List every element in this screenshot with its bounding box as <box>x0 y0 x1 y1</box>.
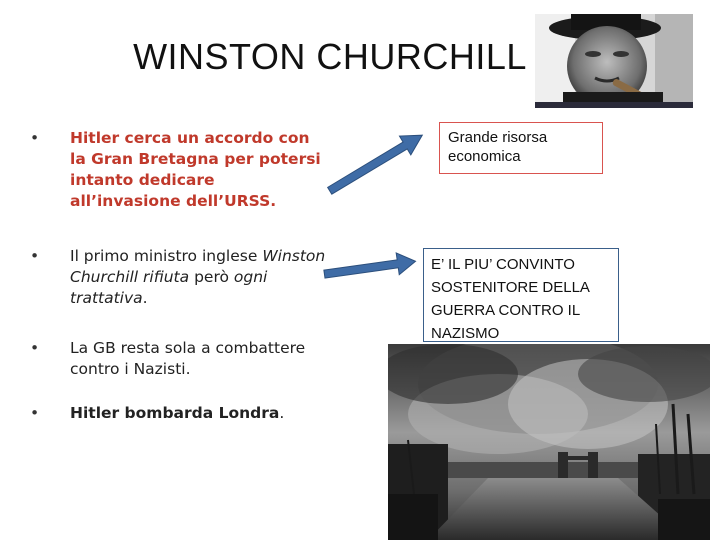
risorsa-box: Grande risorsa economica <box>439 122 603 174</box>
churchill-portrait-image <box>535 14 693 108</box>
bullet-text: La GB resta sola a combattere contro i Nazisti. <box>70 339 306 378</box>
bullet-text-part: Il primo ministro inglese <box>70 247 263 265</box>
arrow-to-sostenitore <box>318 248 418 288</box>
bullet-text-part: . <box>142 289 148 307</box>
london-bombing-photo <box>388 344 710 540</box>
bullet-text-part: però <box>189 268 234 286</box>
bullet-text-emphasis: Winston Churchill rifiuta <box>70 247 326 286</box>
bullet-marker: • <box>30 129 40 147</box>
bullet-churchill-rifiuta <box>30 246 330 309</box>
bullet-gb-sola <box>30 338 330 380</box>
bullet-marker: • <box>30 404 40 422</box>
bullet-text-emphasis: ogni trattativa <box>70 268 268 307</box>
bullet-marker: • <box>30 339 40 357</box>
london-bombing-image <box>388 344 710 540</box>
bullet-hitler-accordo <box>30 128 330 212</box>
churchill-portrait <box>535 14 693 108</box>
bullet-text-part: . <box>279 404 285 422</box>
bullet-hitler-bombarda <box>30 403 284 424</box>
sostenitore-box: E’ IL PIU’ CONVINTO SOSTENITORE DELLA GUERRA CONTRO IL NAZISMO <box>423 248 619 342</box>
bullet-text: Hitler cerca un accordo con la Gran Bretagna per potersi intanto dedicare all’invasione dell’URSS. <box>70 129 321 210</box>
arrow-to-risorsa <box>318 122 434 204</box>
slide-title: WINSTON CHURCHILL <box>133 36 527 77</box>
bullet-marker: • <box>30 247 40 265</box>
bullet-text: Hitler bombarda Londra <box>70 404 280 422</box>
